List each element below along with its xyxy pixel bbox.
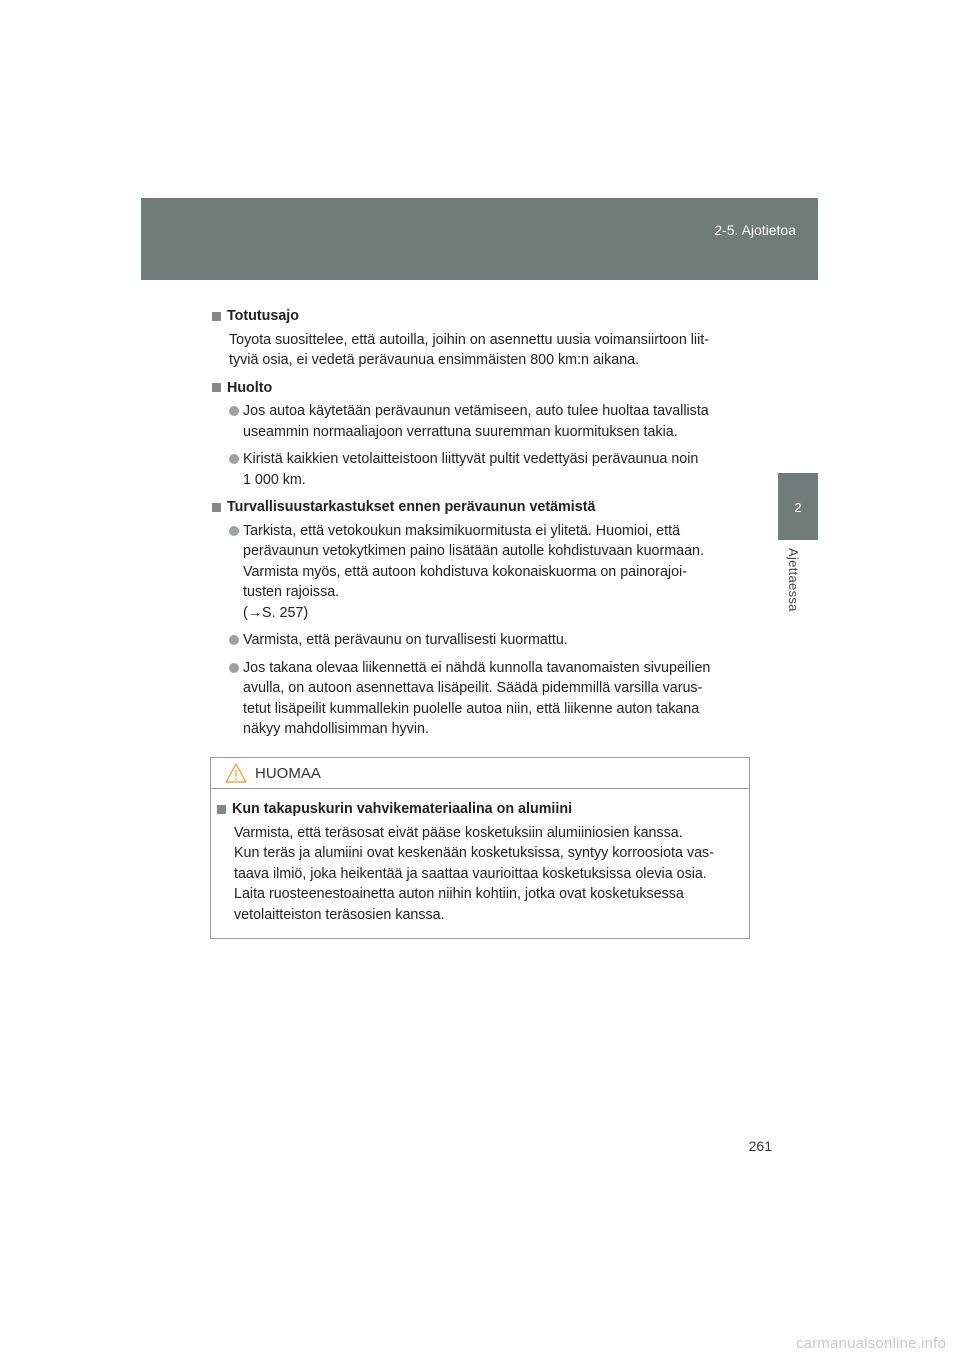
bullet-item: Varmista, että perävaunu on turvallisesti kuormattu. xyxy=(229,630,744,651)
square-bullet-icon xyxy=(212,312,221,321)
round-bullet-icon xyxy=(229,406,239,416)
round-bullet-icon xyxy=(229,635,239,645)
chapter-title: Ajettaessa xyxy=(786,548,801,612)
square-bullet-icon xyxy=(212,503,221,512)
section-heading-safety-checks: Turvallisuustarkastukset ennen perävaunun vetämistä xyxy=(212,497,744,518)
section-heading-totutusajo: Totutusajo xyxy=(212,306,744,327)
warning-triangle-icon xyxy=(225,763,247,783)
bullet-item: Kiristä kaikkien vetolaitteistoon liittyvät pultit vedettyäsi perävaunua noin 1 000 km. xyxy=(229,449,744,490)
watermark: carmanualsonline.info xyxy=(795,1335,946,1352)
notice-body xyxy=(211,789,749,925)
header-band xyxy=(141,198,818,280)
page-reference-link[interactable]: (→S. 257) xyxy=(243,604,309,621)
section-label: 2-5. Ajotietoa xyxy=(714,222,796,238)
square-bullet-icon xyxy=(217,805,226,814)
bullet-item: Jos autoa käytetään perävaunun vetämiseen, auto tulee huoltaa tavallista useammin normaaliajoon verrattuna suuremman kuormituksen takia. xyxy=(229,401,744,442)
notice-paragraph: Varmista, että teräsosat eivät pääse kosketuksiin alumiiniosien kanssa. Kun teräs ja alumiini ovat keskenään kosketuksissa, syntyy korroosiota vas- taava ilmiö, joka heikentää ja saattaa vaurioittaa kosketuksissa olevia osia. Laita ruosteenestoainetta auton niihin kohtiin, jotka ovat kosketuksessa vetolaitteiston teräsosien kanssa. xyxy=(234,824,714,923)
round-bullet-icon xyxy=(229,526,239,536)
bullet-item: Jos takana olevaa liikennettä ei nähdä kunnolla tavanomaisten sivupeilien avulla, on autoon asennettava lisäpeilit. Säädä pidemmillä varsilla varus- tetut lisäpeilit kummallekin puolelle autoa niin, että liikenne auton takana näkyy mahdollisimman hyvin. xyxy=(229,658,744,740)
bullet-item: Tarkista, että vetokoukun maksimikuormitusta ei ylitetä. Huomioi, että perävaunun vetokytkimen paino lisätään autolle kohdistuvaan kuormaan. Varmista myös, että autoon kohdistuva kokonaiskuorma on painorajoi- tusten rajoissa. (→S. 257) xyxy=(229,521,744,624)
paragraph: Toyota suosittelee, että autoilla, joihin on asennettu uusia voimansiirtoon liit- tyviä osia, ei vedetä perävaunua ensimmäisten 800 km:n aikana. xyxy=(229,331,710,368)
notice-heading: Kun takapuskurin vahvikemateriaalina on alumiini xyxy=(217,799,743,820)
round-bullet-icon xyxy=(229,663,239,673)
chapter-number: 2 xyxy=(794,500,802,515)
main-content xyxy=(212,306,744,747)
notice-header xyxy=(211,758,749,789)
notice-box xyxy=(210,757,750,939)
page-number: 261 xyxy=(748,1138,772,1154)
square-bullet-icon xyxy=(212,383,221,392)
section-heading-huolto: Huolto xyxy=(212,378,744,399)
notice-label: HUOMAA xyxy=(255,764,321,782)
round-bullet-icon xyxy=(229,454,239,464)
